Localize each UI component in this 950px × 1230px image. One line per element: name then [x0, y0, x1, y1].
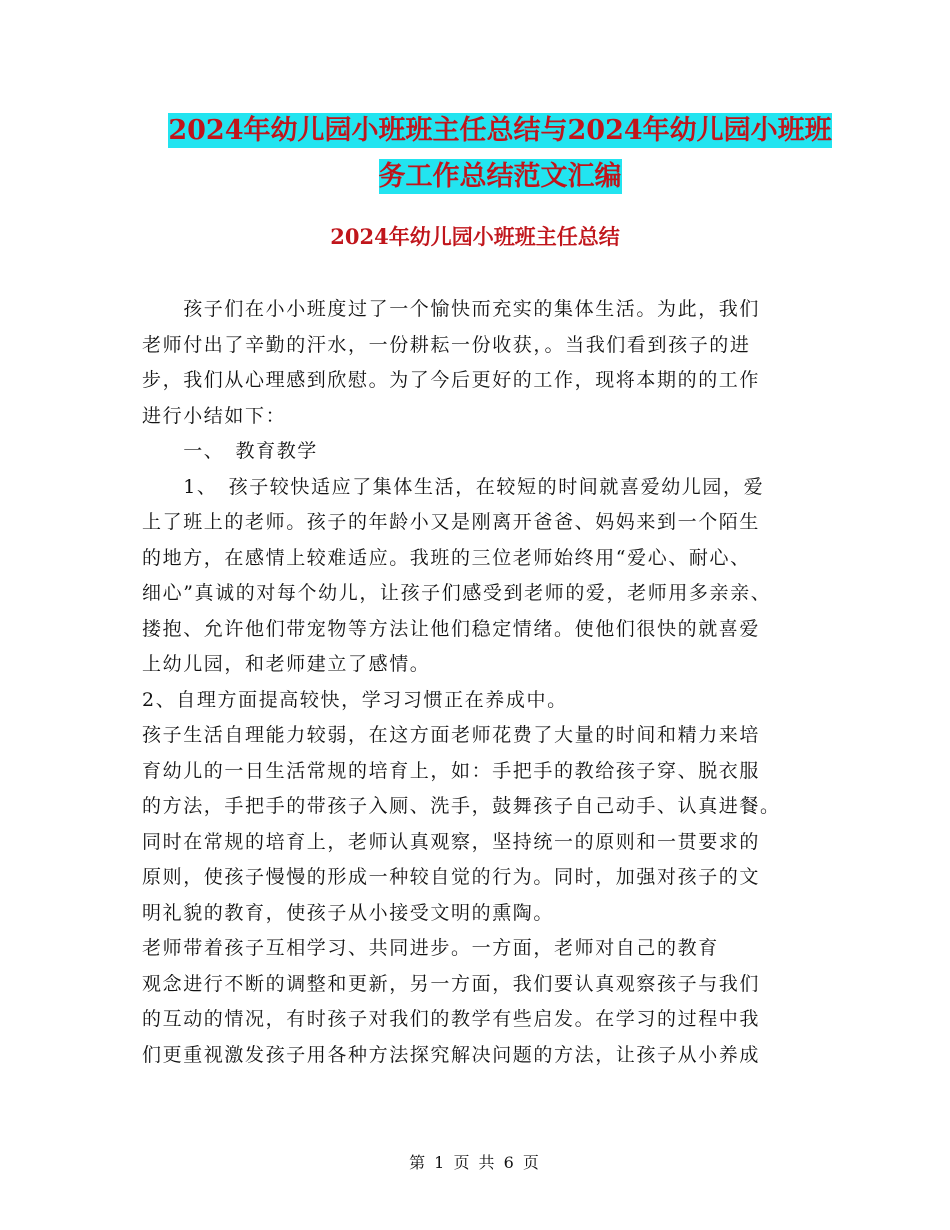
section-title: 2024年幼儿园小班班主任总结 [330, 224, 620, 249]
body-line: 搂抱、允许他们带宠物等方法让他们稳定情绪。使他们很快的就喜爱 [142, 617, 761, 640]
body-line: 老师带着孩子互相学习、共同进步。一方面，老师对自己的教育 [142, 937, 719, 959]
body-line: 细心”真诚的对每个幼儿，让孩子们感受到老师的爱，老师用多亲亲、 [142, 582, 772, 604]
body-line: 老师付出了辛勤的汗水，一份耕耘一份收获，。当我们看到孩子的进 [142, 333, 751, 356]
body-line: 步，我们从心理感到欣慰。为了今后更好的工作，现将本期的的工作 [142, 369, 761, 391]
body-line: 育幼儿的一日生活常规的培育上，如：手把手的教给孩子穿、脱衣服 [142, 759, 761, 782]
body-line: 明礼貌的教育，使孩子从小接受文明的熏陶。 [142, 901, 555, 924]
body-line: 上幼儿园，和老师建立了感情。 [142, 653, 431, 675]
body-line: 观念进行不断的调整和更新，另一方面，我们要认真观察孩子与我们 [142, 972, 761, 995]
body-text [142, 292, 812, 1073]
body-line: 孩子生活自理能力较弱，在这方面老师花费了大量的时间和精力来培 [142, 724, 761, 746]
body-line: 同时在常规的培育上，老师认真观察，坚持统一的原则和一贯要求的 [142, 830, 761, 853]
body-line: 的方法，手把手的带孩子入厕、洗手，鼓舞孩子自己动手、认真进餐。 [142, 795, 781, 817]
document-title [140, 108, 860, 200]
body-line: 2、自理方面提高较快，学习习惯正在养成中。 [142, 688, 568, 711]
title-line-2: 务工作总结范文汇编 [378, 161, 622, 192]
body-line: 们更重视激发孩子用各种方法探究解决问题的方法，让孩子从小养成 [142, 1043, 761, 1066]
body-line: 的互动的情况，有时孩子对我们的教学有些启发。在学习的过程中我 [142, 1008, 761, 1030]
body-line: 一、 教育教学 [142, 440, 318, 462]
title-line-1: 2024年幼儿园小班班主任总结与2024年幼儿园小班班 [168, 115, 832, 146]
body-line: 1、 孩子较快适应了集体生活，在较短的时间就喜爱幼儿园，爱 [142, 475, 765, 498]
body-line: 的地方，在感情上较难适应。我班的三位老师始终用“爱心、耐心、 [142, 546, 751, 569]
body-line: 上了班上的老师。孩子的年龄小又是刚离开爸爸、妈妈来到一个陌生 [142, 511, 761, 533]
page-footer: 第 1 页 共 6 页 [409, 1153, 541, 1172]
body-line: 孩子们在小小班度过了一个愉快而充实的集体生活。为此，我们 [142, 298, 761, 320]
body-line: 进行小结如下： [142, 404, 287, 427]
body-line: 原则，使孩子慢慢的形成一种较自觉的行为。同时，加强对孩子的文 [142, 866, 761, 888]
